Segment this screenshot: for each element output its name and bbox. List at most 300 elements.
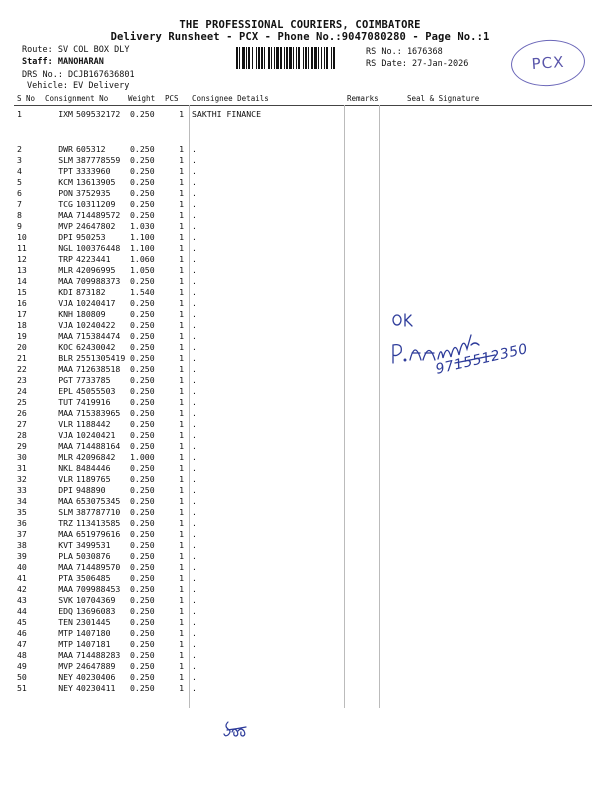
cell-sno: 50 [17, 672, 27, 682]
cell-sno: 45 [17, 617, 27, 627]
cell-consignee: . [192, 683, 197, 693]
cell-weight: 0.250 [130, 331, 155, 341]
cell-consignment-number: 2301445 [76, 617, 111, 627]
cell-sno: 46 [17, 628, 27, 638]
cell-consignee: . [192, 562, 197, 572]
cell-weight: 0.250 [130, 474, 155, 484]
cell-weight: 1.050 [130, 265, 155, 275]
cell-pcs: 1 [179, 232, 184, 242]
table-row [14, 144, 592, 155]
cell-consignee: . [192, 375, 197, 385]
cell-consignment-number: 1189765 [76, 474, 111, 484]
cell-consignment-number: 40230411 [76, 683, 116, 693]
cell-pcs: 1 [179, 551, 184, 561]
staff-info [22, 57, 104, 67]
cell-consignment-number: 714488164 [76, 441, 121, 451]
cell-sno: 35 [17, 507, 27, 517]
cell-consignee: . [192, 221, 197, 231]
cell-sno: 14 [17, 276, 27, 286]
table-row [14, 452, 592, 463]
column-header-sno: S No [17, 94, 36, 103]
cell-sno: 26 [17, 408, 27, 418]
cell-consignee: . [192, 210, 197, 220]
table-row [14, 639, 592, 650]
table-row [14, 617, 592, 628]
cell-consignment-number: 1188442 [76, 419, 111, 429]
cell-pcs: 1 [179, 166, 184, 176]
cell-sno: 30 [17, 452, 27, 462]
cell-consignment-number: 10311209 [76, 199, 116, 209]
cell-origin-code: TCG [58, 199, 73, 209]
cell-consignment-number: 13696083 [76, 606, 116, 616]
cell-pcs: 1 [179, 408, 184, 418]
cell-consignment-number: 709988373 [76, 276, 121, 286]
cell-pcs: 1 [179, 419, 184, 429]
column-header-consignment: Consignment No [45, 94, 109, 103]
cell-consignment-number: 8484446 [76, 463, 111, 473]
cell-sno: 11 [17, 243, 27, 253]
barcode-bar [324, 47, 325, 69]
cell-consignee: . [192, 529, 197, 539]
cell-origin-code: VJA [58, 298, 73, 308]
cell-sno: 16 [17, 298, 27, 308]
cell-pcs: 1 [179, 375, 184, 385]
cell-pcs: 1 [179, 177, 184, 187]
cell-consignee: . [192, 573, 197, 583]
cell-origin-code: MAA [58, 364, 73, 374]
cell-consignee: . [192, 276, 197, 286]
cell-origin-code: IXM [58, 109, 73, 119]
cell-consignment-number: 10704369 [76, 595, 116, 605]
cell-origin-code: BLR [58, 353, 73, 363]
cell-consignment-number: 653075345 [76, 496, 121, 506]
cell-consignee: . [192, 551, 197, 561]
cell-origin-code: KOC [58, 342, 73, 352]
cell-weight: 0.250 [130, 661, 155, 671]
staff-label: Staff: [22, 57, 53, 67]
cell-weight: 0.250 [130, 606, 155, 616]
cell-sno: 36 [17, 518, 27, 528]
cell-weight: 1.540 [130, 287, 155, 297]
cell-weight: 0.250 [130, 441, 155, 451]
cell-pcs: 1 [179, 320, 184, 330]
cell-consignee: . [192, 265, 197, 275]
cell-weight: 0.250 [130, 298, 155, 308]
cell-consignment-number: 712638518 [76, 364, 121, 374]
cell-origin-code: PON [58, 188, 73, 198]
cell-weight: 0.250 [130, 188, 155, 198]
barcode-bar [236, 47, 238, 69]
cell-consignee: . [192, 452, 197, 462]
cell-origin-code: TRP [58, 254, 73, 264]
cell-origin-code: MAA [58, 441, 73, 451]
cell-origin-code: MVP [58, 661, 73, 671]
cell-weight: 0.250 [130, 144, 155, 154]
cell-consignee: . [192, 419, 197, 429]
cell-weight: 1.100 [130, 243, 155, 253]
barcode-bar [276, 47, 279, 69]
table-row [14, 276, 592, 287]
cell-weight: 0.250 [130, 529, 155, 539]
cell-weight: 0.250 [130, 109, 155, 119]
table-row [14, 496, 592, 507]
cell-sno: 37 [17, 529, 27, 539]
cell-consignment-number: 100376448 [76, 243, 121, 253]
cell-consignee: . [192, 320, 197, 330]
cell-origin-code: MLR [58, 452, 73, 462]
cell-weight: 0.250 [130, 628, 155, 638]
cell-consignment-number: 42096842 [76, 452, 116, 462]
cell-weight: 0.250 [130, 507, 155, 517]
barcode-bar [314, 47, 317, 69]
barcode-bar [303, 47, 304, 69]
cell-sno: 33 [17, 485, 27, 495]
cell-sno: 31 [17, 463, 27, 473]
barcode-bar [296, 47, 297, 69]
cell-sno: 8 [17, 210, 22, 220]
table-row [14, 650, 592, 661]
handwritten-phone: 9715512350 [434, 341, 530, 378]
cell-pcs: 1 [179, 595, 184, 605]
cell-origin-code: VJA [58, 320, 73, 330]
cell-consignment-number: 948890 [76, 485, 106, 495]
cell-consignment-number: 1407181 [76, 639, 111, 649]
barcode-bar [331, 47, 332, 69]
cell-origin-code: MVP [58, 221, 73, 231]
cell-pcs: 1 [179, 672, 184, 682]
cell-consignment-number: 3752935 [76, 188, 111, 198]
barcode-bar [261, 47, 263, 69]
table-row [14, 551, 592, 562]
cell-sno: 43 [17, 595, 27, 605]
cell-consignment-number: 873182 [76, 287, 106, 297]
barcode-bar [318, 47, 319, 69]
barcode-bar [289, 47, 292, 69]
cell-origin-code: NEY [58, 683, 73, 693]
column-header-pcs: PCS [165, 94, 179, 103]
cell-consignment-number: 13613905 [76, 177, 116, 187]
cell-sno: 13 [17, 265, 27, 275]
cell-weight: 0.250 [130, 309, 155, 319]
cell-origin-code: MAA [58, 562, 73, 572]
cell-origin-code: PGT [58, 375, 73, 385]
column-header-consignee: Consignee Details [192, 94, 269, 103]
cell-consignment-number: 3333960 [76, 166, 111, 176]
cell-weight: 0.250 [130, 210, 155, 220]
cell-consignee: . [192, 364, 197, 374]
cell-origin-code: NEY [58, 672, 73, 682]
cell-consignment-number: 714488283 [76, 650, 121, 660]
cell-pcs: 1 [179, 430, 184, 440]
cell-consignee: . [192, 342, 197, 352]
cell-origin-code: KDI [58, 287, 73, 297]
cell-weight: 0.250 [130, 595, 155, 605]
barcode-bar [252, 47, 253, 69]
cell-consignment-number: 709988453 [76, 584, 121, 594]
rs-number: RS No.: 1676368 [366, 47, 443, 57]
cell-consignment-number: 42096995 [76, 265, 116, 275]
cell-sno: 23 [17, 375, 27, 385]
cell-sno: 20 [17, 342, 27, 352]
cell-sno: 48 [17, 650, 27, 660]
cell-consignment-number: 387778559 [76, 155, 121, 165]
cell-sno: 39 [17, 551, 27, 561]
cell-pcs: 1 [179, 353, 184, 363]
cell-pcs: 1 [179, 540, 184, 550]
cell-pcs: 1 [179, 298, 184, 308]
cell-pcs: 1 [179, 584, 184, 594]
cell-origin-code: MTP [58, 628, 73, 638]
cell-sno: 49 [17, 661, 27, 671]
cell-consignee: . [192, 177, 197, 187]
cell-consignment-number: 3506485 [76, 573, 111, 583]
cell-weight: 0.250 [130, 375, 155, 385]
cell-consignment-number: 714489570 [76, 562, 121, 572]
table-row [14, 287, 592, 298]
cell-origin-code: VLR [58, 474, 73, 484]
cell-sno: 28 [17, 430, 27, 440]
table-row [14, 430, 592, 441]
cell-origin-code: PTA [58, 573, 73, 583]
cell-consignee: . [192, 309, 197, 319]
cell-sno: 6 [17, 188, 22, 198]
column-header-remarks: Remarks [347, 94, 379, 103]
cell-weight: 1.100 [130, 232, 155, 242]
header-divider [14, 105, 592, 106]
cell-pcs: 1 [179, 265, 184, 275]
cell-pcs: 1 [179, 254, 184, 264]
cell-sno: 51 [17, 683, 27, 693]
table-row [14, 199, 592, 210]
cell-consignee: . [192, 386, 197, 396]
cell-weight: 0.250 [130, 155, 155, 165]
cell-sno: 17 [17, 309, 27, 319]
barcode-bar [248, 47, 250, 69]
cell-pcs: 1 [179, 496, 184, 506]
cell-consignment-number: 24647802 [76, 221, 116, 231]
table-row [14, 661, 592, 672]
cell-origin-code: VJA [58, 430, 73, 440]
cell-consignee: . [192, 639, 197, 649]
cell-consignee: . [192, 617, 197, 627]
table-row [14, 408, 592, 419]
cell-origin-code: NGL [58, 243, 73, 253]
cell-origin-code: SLM [58, 155, 73, 165]
table-row [14, 463, 592, 474]
table-row [14, 628, 592, 639]
cell-origin-code: EDQ [58, 606, 73, 616]
barcode-bar [256, 47, 257, 69]
cell-consignment-number: 950253 [76, 232, 106, 242]
cell-pcs: 1 [179, 342, 184, 352]
cell-sno: 27 [17, 419, 27, 429]
cell-origin-code: DPI [58, 485, 73, 495]
cell-sno: 19 [17, 331, 27, 341]
barcode-bar [246, 47, 247, 69]
table-row [14, 518, 592, 529]
barcode-bar [258, 47, 260, 69]
drs-number: DRS No.: DCJB167636801 [22, 70, 135, 80]
cell-sno: 47 [17, 639, 27, 649]
runsheet-table [14, 94, 592, 708]
cell-consignee: . [192, 243, 197, 253]
cell-origin-code: MLR [58, 265, 73, 275]
table-row [14, 177, 592, 188]
cell-origin-code: TUT [58, 397, 73, 407]
cell-weight: 0.250 [130, 650, 155, 660]
cell-consignment-number: 45055503 [76, 386, 116, 396]
cell-consignment-number: 10240421 [76, 430, 116, 440]
cell-consignment-number: 714489572 [76, 210, 121, 220]
barcode-bar [274, 47, 275, 69]
cell-pcs: 1 [179, 144, 184, 154]
barcode-bar [242, 47, 245, 69]
cell-consignment-number: 24647889 [76, 661, 116, 671]
cell-sno: 21 [17, 353, 27, 363]
cell-weight: 0.250 [130, 584, 155, 594]
cell-weight: 0.250 [130, 683, 155, 693]
cell-weight: 0.250 [130, 485, 155, 495]
cell-pcs: 1 [179, 529, 184, 539]
cell-consignee: . [192, 672, 197, 682]
table-row [14, 606, 592, 617]
cell-sno: 3 [17, 155, 22, 165]
company-title: THE PROFESSIONAL COURIERS, COIMBATORE [179, 19, 421, 31]
cell-weight: 0.250 [130, 408, 155, 418]
cell-sno: 29 [17, 441, 27, 451]
cell-sno: 5 [17, 177, 22, 187]
cell-consignee: . [192, 298, 197, 308]
cell-weight: 0.250 [130, 353, 155, 363]
cell-origin-code: MAA [58, 408, 73, 418]
barcode-bar [311, 47, 313, 69]
cell-origin-code: TRZ [58, 518, 73, 528]
cell-pcs: 1 [179, 397, 184, 407]
cell-weight: 0.250 [130, 386, 155, 396]
cell-sno: 42 [17, 584, 27, 594]
cell-consignee: . [192, 331, 197, 341]
cell-consignment-number: 605312 [76, 144, 106, 154]
cell-origin-code: MAA [58, 210, 73, 220]
cell-consignee: . [192, 485, 197, 495]
cell-consignment-number: 7419916 [76, 397, 111, 407]
vehicle-info: Vehicle: EV Delivery [27, 81, 130, 91]
column-header-seal: Seal & Signature [407, 94, 480, 103]
cell-consignee: . [192, 441, 197, 451]
table-row [14, 232, 592, 243]
cell-origin-code: SLM [58, 507, 73, 517]
cell-weight: 0.250 [130, 639, 155, 649]
cell-consignment-number: 7733785 [76, 375, 111, 385]
cell-weight: 0.250 [130, 276, 155, 286]
cell-consignee: . [192, 474, 197, 484]
cell-consignee: . [192, 650, 197, 660]
cell-weight: 0.250 [130, 177, 155, 187]
cell-origin-code: MAA [58, 496, 73, 506]
cell-consignee: . [192, 188, 197, 198]
cell-origin-code: KNH [58, 309, 73, 319]
table-row [14, 155, 592, 166]
barcode-bar [286, 47, 288, 69]
cell-sno: 1 [17, 109, 22, 119]
cell-sno: 4 [17, 166, 22, 176]
cell-weight: 0.250 [130, 199, 155, 209]
cell-pcs: 1 [179, 243, 184, 253]
cell-origin-code: MAA [58, 650, 73, 660]
cell-consignee: . [192, 595, 197, 605]
cell-sno: 32 [17, 474, 27, 484]
cell-consignment-number: 3499531 [76, 540, 111, 550]
cell-pcs: 1 [179, 441, 184, 451]
cell-consignee: . [192, 540, 197, 550]
cell-consignment-number: 715384474 [76, 331, 121, 341]
cell-origin-code: NKL [58, 463, 73, 473]
cell-consignment-number: 651979616 [76, 529, 121, 539]
cell-origin-code: PLA [58, 551, 73, 561]
cell-pcs: 1 [179, 386, 184, 396]
table-row [14, 540, 592, 551]
cell-weight: 0.250 [130, 320, 155, 330]
table-row [14, 166, 592, 177]
table-row [14, 254, 592, 265]
cell-pcs: 1 [179, 331, 184, 341]
cell-sno: 12 [17, 254, 27, 264]
cell-consignee: . [192, 518, 197, 528]
pcx-stamp [509, 37, 586, 88]
cell-consignment-number: 509532172 [76, 109, 121, 119]
cell-sno: 7 [17, 199, 22, 209]
cell-consignee: . [192, 584, 197, 594]
cell-weight: 0.250 [130, 540, 155, 550]
table-row [14, 683, 592, 694]
cell-consignee: . [192, 496, 197, 506]
cell-pcs: 1 [179, 518, 184, 528]
table-row [14, 672, 592, 683]
cell-sno: 41 [17, 573, 27, 583]
table-row [14, 595, 592, 606]
cell-pcs: 1 [179, 276, 184, 286]
cell-origin-code: KCM [58, 177, 73, 187]
cell-pcs: 1 [179, 650, 184, 660]
cell-consignment-number: 2551305419 [76, 353, 126, 363]
cell-sno: 18 [17, 320, 27, 330]
table-row [14, 441, 592, 452]
table-row [14, 221, 592, 232]
cell-consignee: . [192, 628, 197, 638]
cell-pcs: 1 [179, 639, 184, 649]
cell-weight: 0.250 [130, 617, 155, 627]
cell-weight: 0.250 [130, 573, 155, 583]
stamp-text: PCX [531, 52, 565, 74]
cell-pcs: 1 [179, 628, 184, 638]
cell-origin-code: MAA [58, 584, 73, 594]
cell-weight: 0.250 [130, 672, 155, 682]
barcode-bar [308, 47, 309, 69]
cell-consignee: . [192, 166, 197, 176]
cell-origin-code: MAA [58, 529, 73, 539]
cell-pcs: 1 [179, 155, 184, 165]
table-row [14, 584, 592, 595]
cell-sno: 38 [17, 540, 27, 550]
cell-pcs: 1 [179, 661, 184, 671]
table-row [14, 507, 592, 518]
barcode-bar [298, 47, 300, 69]
cell-consignment-number: 113413585 [76, 518, 121, 528]
cell-consignment-number: 4223441 [76, 254, 111, 264]
initials-scribble-image [222, 718, 250, 740]
cell-sno: 22 [17, 364, 27, 374]
cell-pcs: 1 [179, 562, 184, 572]
